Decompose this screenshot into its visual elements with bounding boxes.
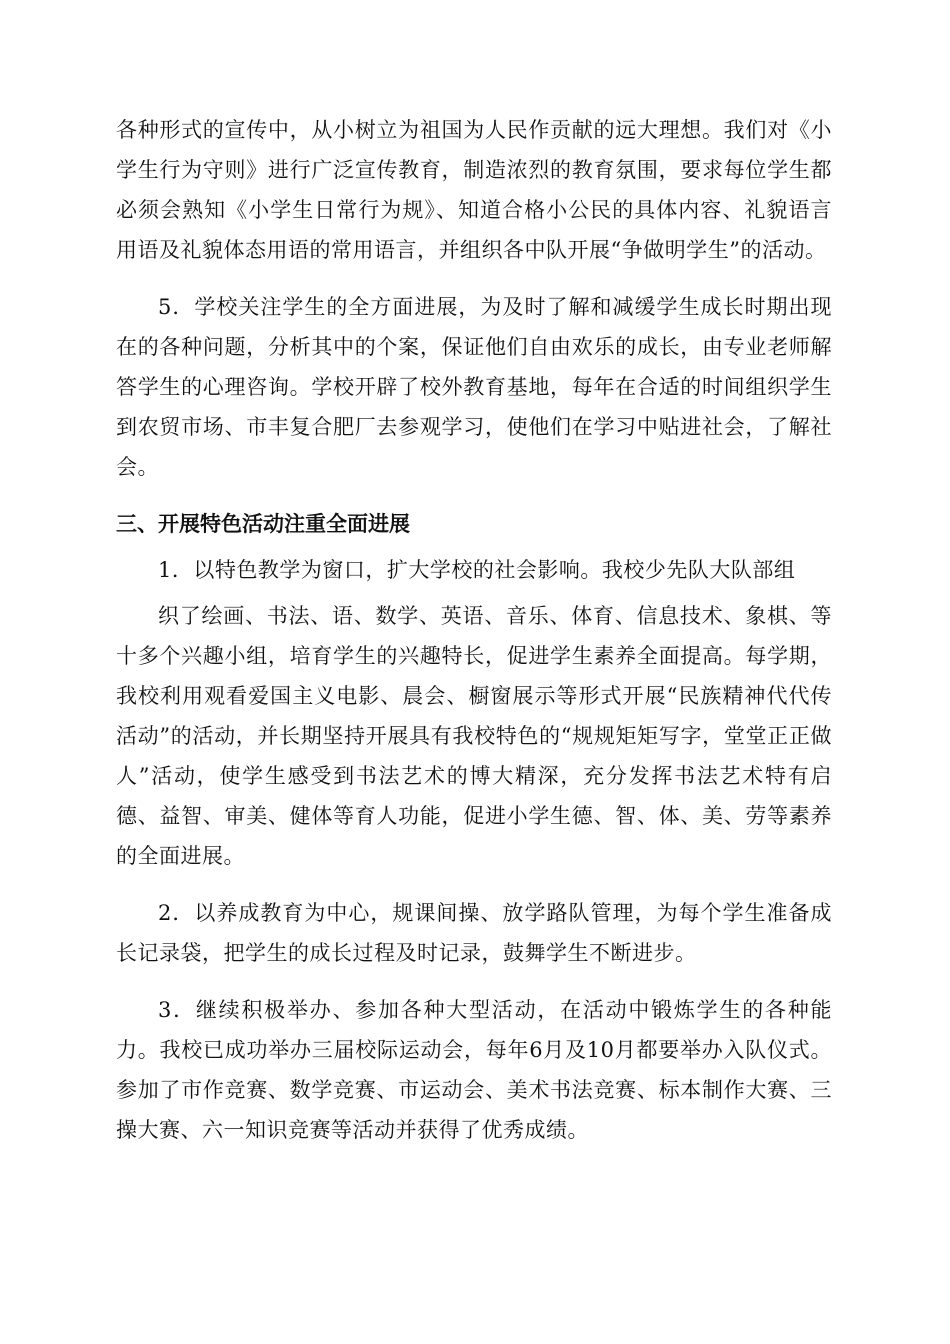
paragraph-5: 5．学校关注学生的全方面进展，为及时了解和减缓学生成长时期出现在的各种问题，分析其中的个案，保证他们自由欢乐的成长，由专业老师解答学生的心理咨询。学校开辟了校外教育基地，每年在合适的时间组织学生到农贸市场、市丰复合肥厂去参观学习，使他们在学习中贴进社会，了解社会。 xyxy=(116,295,832,479)
section-3-paragraph-1-intro: 1．以特色教学为窗口，扩大学校的社会影响。我校少先队大队部组 xyxy=(158,558,796,582)
document-page xyxy=(116,110,832,1150)
paragraph-continued: 各种形式的宣传中，从小树立为祖国为人民作贡献的远大理想。我们对《小学生行为守则》进行广泛宣传教育，制造浓烈的教育氛围，要求每位学生都必须会熟知《小学生日常行为规》、知道合格小公民的具体内容、礼貌语言用语及礼貌体态用语的常用语言，并组织各中队开展“争做明学生”的活动。 xyxy=(116,118,832,262)
section-3-paragraph-2: 2．以养成教育为中心，规课间操、放学路队管理，为每个学生准备成长记录袋，把学生的成长过程及时记录，鼓舞学生不断进步。 xyxy=(116,901,832,965)
section-3-heading: 三、开展特色活动注重全面进展 xyxy=(116,512,410,536)
section-3-paragraph-1-body: 织了绘画、书法、语、数学、英语、音乐、体育、信息技术、象棋、等十多个兴趣小组，培育学生的兴趣特长，促进学生素养全面提高。每学期，我校利用观看爱国主义电影、晨会、橱窗展示等形式开展“民族精神代代传活动”的活动，并长期坚持开展具有我校特色的“规规矩矩写字，堂堂正正做人”活动，使学生感受到书法艺术的博大精深，充分发挥书法艺术特有启德、益智、审美、健体等育人功能，促进小学生德、智、体、美、劳等素养的全面进展。 xyxy=(116,604,832,868)
section-3-paragraph-3: 3．继续积极举办、参加各种大型活动，在活动中锻炼学生的各种能力。我校已成功举办三届校际运动会，每年6月及10月都要举办入队仪式。参加了市作竞赛、数学竞赛、市运动会、美术书法竞赛、标本制作大赛、三操大赛、六一知识竞赛等活动并获得了优秀成绩。 xyxy=(116,998,832,1142)
